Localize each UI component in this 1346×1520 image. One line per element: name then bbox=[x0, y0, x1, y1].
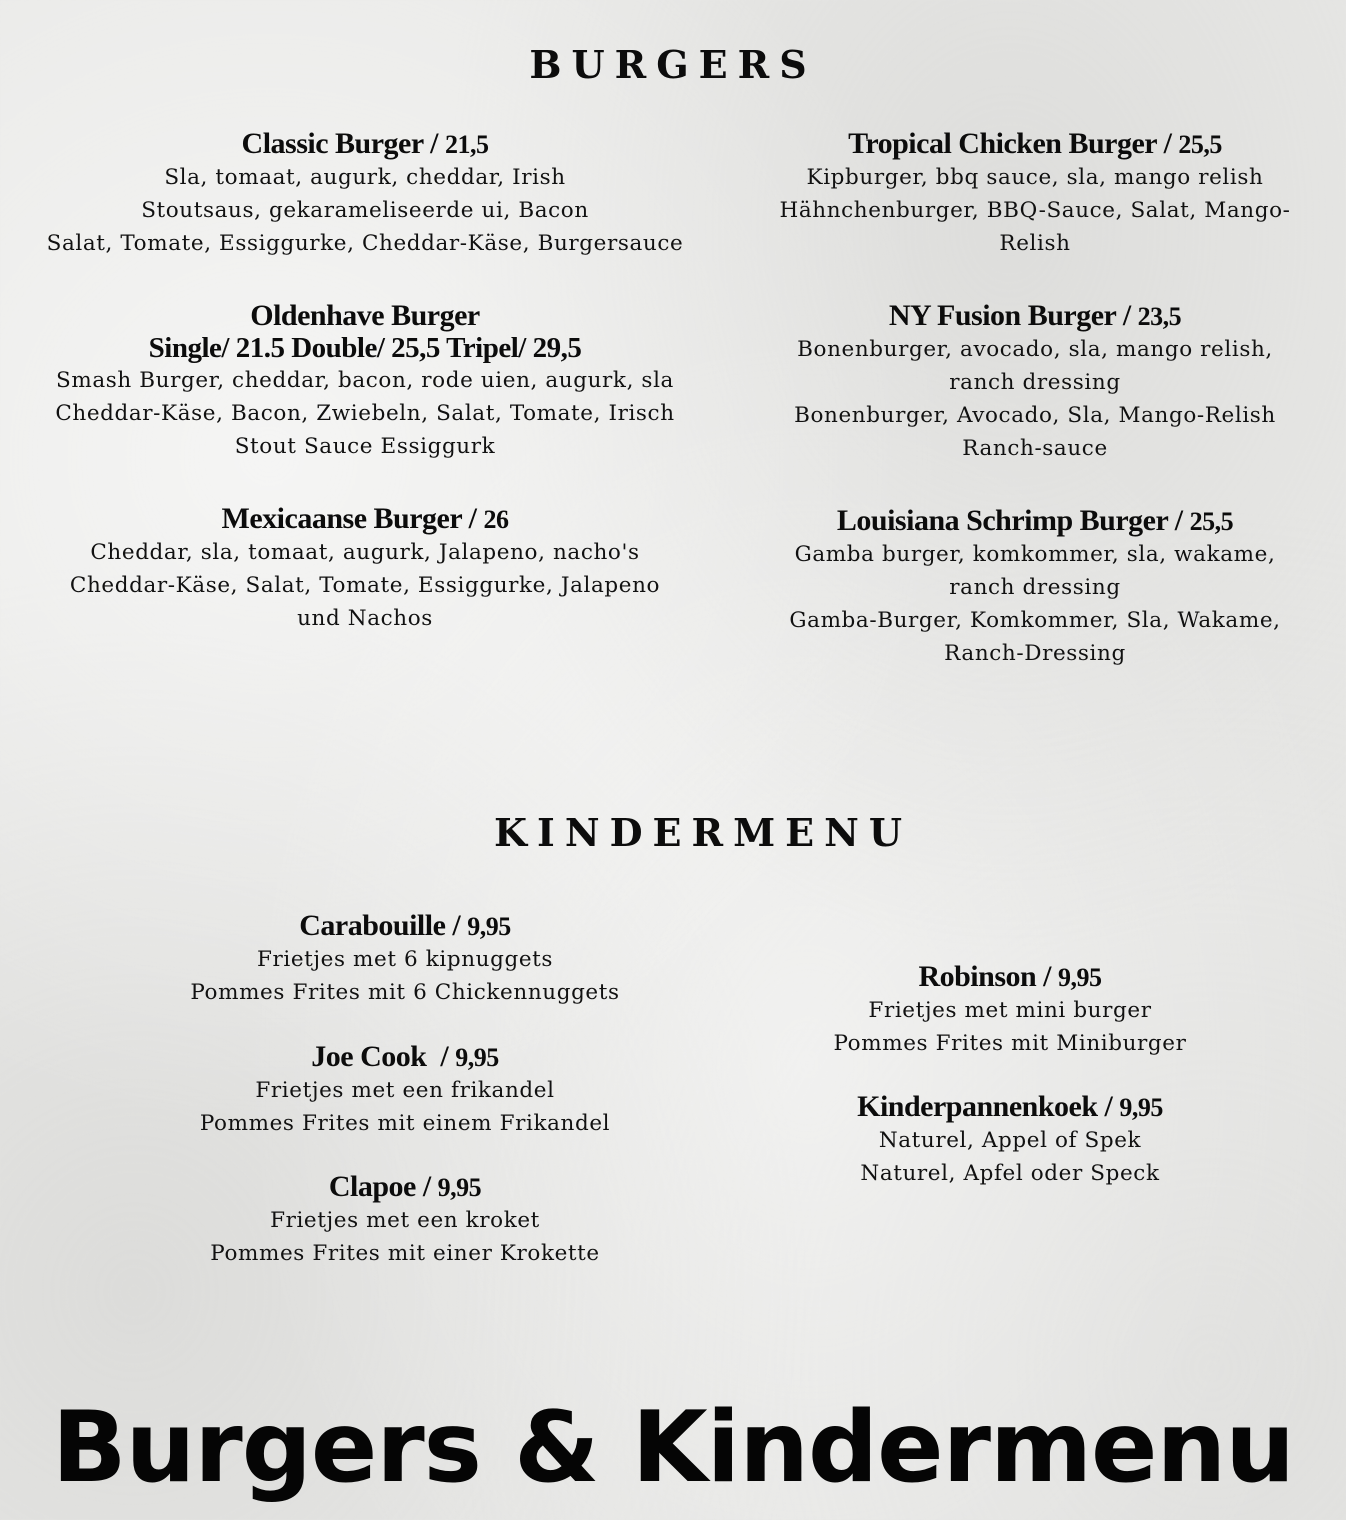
item-description: und Nachos bbox=[297, 606, 433, 631]
item-description: Kipburger, bbq sauce, sla, mango relish bbox=[806, 165, 1264, 190]
item-price: 9,95 bbox=[467, 912, 511, 941]
item-price: 25,5 bbox=[1189, 507, 1234, 536]
menu-item-robinson bbox=[710, 961, 1310, 1060]
item-description: ranch dressing bbox=[949, 575, 1121, 600]
item-price: 9,95 bbox=[437, 1173, 482, 1202]
item-description: Frietjes met 6 kipnuggets bbox=[256, 947, 554, 972]
item-name: Kinderpannenkoek / bbox=[857, 1090, 1120, 1123]
item-price: 25,5 bbox=[1178, 130, 1222, 159]
menu-item-carabouille bbox=[110, 910, 700, 1009]
item-description: Stoutsaus, gekarameliseerde ui, Bacon bbox=[141, 198, 589, 223]
item-description: Stout Sauce Essiggurk bbox=[234, 434, 496, 459]
item-description: Frietjes met mini burger bbox=[868, 998, 1152, 1023]
item-price: 9,95 bbox=[1119, 1093, 1163, 1122]
item-description: Pommes Frites mit einer Krokette bbox=[210, 1241, 600, 1266]
item-description: Frietjes met een frikandel bbox=[255, 1078, 555, 1103]
burgers-heading: BURGERS bbox=[529, 42, 817, 87]
item-description: Smash Burger, cheddar, bacon, rode uien, augurk, sla bbox=[56, 368, 674, 393]
item-price: 23,5 bbox=[1137, 302, 1182, 331]
item-title bbox=[110, 910, 700, 943]
kindermenu-right-column bbox=[710, 0, 1310, 1300]
item-title bbox=[710, 961, 1310, 994]
item-description: Frietjes met een kroket bbox=[270, 1208, 540, 1233]
menu-item-joe-cook bbox=[110, 1041, 700, 1140]
item-description: Ranch-sauce bbox=[962, 436, 1108, 461]
item-description: Cheddar-Käse, Salat, Tomate, Essiggurke, Jalapeno bbox=[69, 573, 661, 598]
item-description: Sla, tomaat, augurk, cheddar, Irish bbox=[164, 165, 566, 190]
item-name: Robinson / bbox=[918, 960, 1059, 993]
item-description: Hähnchenburger, BBQ-Sauce, Salat, Mango- bbox=[779, 198, 1291, 223]
item-description: Naturel, Apfel oder Speck bbox=[860, 1161, 1160, 1186]
item-description: ranch dressing bbox=[949, 370, 1121, 395]
item-description: Relish bbox=[999, 231, 1071, 256]
item-name: Oldenhave Burger bbox=[250, 299, 480, 332]
item-description: Gamba-Burger, Komkommer, Sla, Wakame, bbox=[789, 608, 1281, 633]
item-name: Louisiana Schrimp Burger / bbox=[836, 504, 1190, 537]
item-price: 9,95 bbox=[1058, 963, 1102, 992]
item-description: Cheddar, sla, tomaat, augurk, Jalapeno, nacho's bbox=[90, 540, 640, 565]
item-title bbox=[110, 1171, 700, 1204]
item-description: Pommes Frites mit Miniburger bbox=[833, 1031, 1187, 1056]
item-description: Cheddar-Käse, Bacon, Zwiebeln, Salat, Tomate, Irisch bbox=[55, 401, 675, 426]
item-price: 26 bbox=[483, 505, 509, 534]
item-name: Classic Burger / bbox=[241, 127, 445, 160]
item-price: 21,5 bbox=[444, 130, 489, 159]
kindermenu-left-column bbox=[110, 0, 700, 1300]
item-name: Clapoe / bbox=[328, 1170, 438, 1203]
item-description: Naturel, Appel of Spek bbox=[878, 1128, 1142, 1153]
item-name: Tropical Chicken Burger / bbox=[848, 127, 1179, 160]
kindermenu-heading: KINDERMENU bbox=[494, 810, 912, 855]
item-title bbox=[710, 1091, 1310, 1124]
page-title: Burgers & Kindermenu bbox=[51, 1391, 1295, 1505]
item-variants-prices: Single/ 21.5 Double/ 25,5 Tripel/ 29,5 bbox=[148, 332, 582, 364]
item-description: Pommes Frites mit einem Frikandel bbox=[199, 1111, 611, 1136]
item-title bbox=[110, 1041, 700, 1074]
menu-item-clapoe bbox=[110, 1171, 700, 1270]
item-description: Ranch-Dressing bbox=[944, 641, 1126, 666]
item-name: Mexicaanse Burger / bbox=[221, 502, 484, 535]
item-description: Bonenburger, avocado, sla, mango relish, bbox=[797, 337, 1273, 362]
item-description: Bonenburger, Avocado, Sla, Mango-Relish bbox=[794, 403, 1276, 428]
item-name: Carabouille / bbox=[299, 909, 468, 942]
item-description: Gamba burger, komkommer, sla, wakame, bbox=[794, 542, 1276, 567]
item-price: 9,95 bbox=[455, 1043, 499, 1072]
item-description: Salat, Tomate, Essiggurke, Cheddar-Käse, Burgersauce bbox=[46, 231, 684, 256]
item-name: NY Fusion Burger / bbox=[888, 299, 1138, 332]
item-description: Pommes Frites mit 6 Chickennuggets bbox=[190, 980, 620, 1005]
item-name: Joe Cook / bbox=[311, 1040, 456, 1073]
menu-item-kinderpannenkoek bbox=[710, 1091, 1310, 1190]
